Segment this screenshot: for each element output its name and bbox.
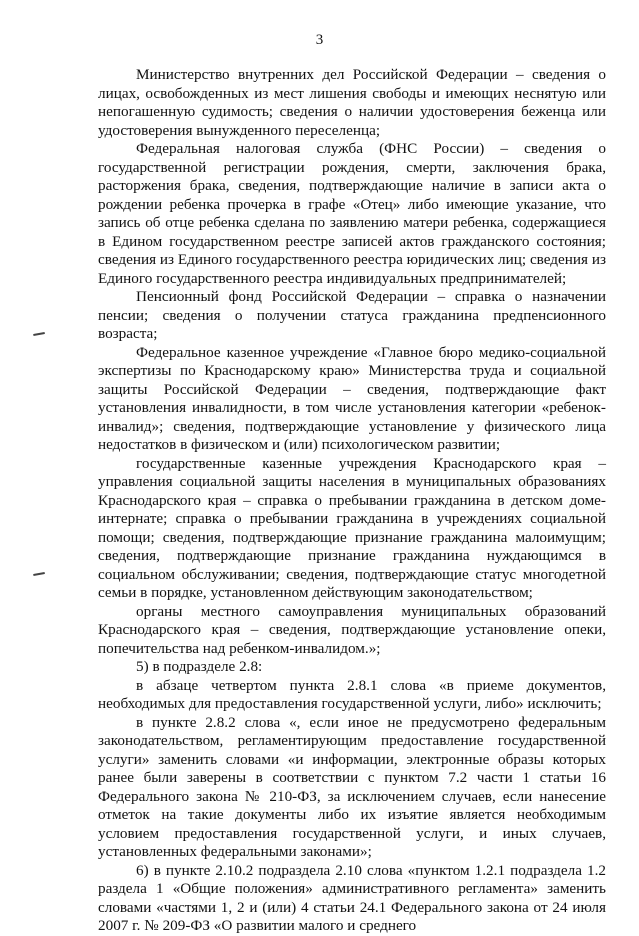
margin-mark [33, 572, 45, 576]
margin-mark [33, 332, 45, 336]
paragraph-local-authorities: органы местного самоуправления муниципальных образований Краснодарского края – сведения, подтверждающие установление опеки, попечительства над ребенком-инвалидом.»; [98, 602, 606, 657]
paragraph-item-6: 6) в пункте 2.10.2 подраздела 2.10 слова «пунктом 1.2.1 подраздела 1.2 раздела 1 «Общие положения» административного регламента» заменить словами «частями 1, 2 и (или) 4 статьи 24.1 Федерального закона от 24 июля 2007 г. № 209-ФЗ «О развитии малого и среднего [98, 861, 606, 934]
document-body [98, 66, 606, 936]
page-number: 3 [315, 32, 324, 48]
paragraph-fns: Федеральная налоговая служба (ФНС России) – сведения о государственной регистрации рождения, смерти, заключения брака, расторжения брака, сведения, подтверждающие наличие в записи акта о рождении ребенка прочерка в графе «Отец» либо имеющие указание, что запись об отце ребенка сделана по заявлению матери ребенка, содержащиеся в Едином государственном реестре записей актов гражданского состояния; сведения из Единого государственного реестра юридических лиц; сведения из Единого государственного реестра индивидуальных предпринимателей; [98, 140, 606, 287]
paragraph-mse: Федеральное казенное учреждение «Главное бюро медико-социальной экспертизы по Краснодарскому краю» Министерства труда и социальной защиты Российской Федерации – сведения, подтверждающие факт установления инвалидности, в том числе установления категории «ребенок-инвалид»; сведения, подтверждающие установление у физического лица недостатков в физическом и (или) психологическом развитии; [98, 343, 606, 453]
paragraph-2-8-2: в пункте 2.8.2 слова «, если иное не предусмотрено федеральным законодательством, регламентирующим предоставление государственной услуги» заменить словами «и информации, электронные образы которых ранее были заверены в соответствии с пунктом 7.2 части 1 статьи 16 Федерального закона № 210-ФЗ, за исключением случаев, если нанесение отметок на такие документы либо их изъятие является необходимым условием предоставления государственной услуги, и иных случаев, установленных федеральными законами»; [98, 713, 606, 860]
paragraph-2-8-1: в абзаце четвертом пункта 2.8.1 слова «в приеме документов, необходимых для предоставления государственной услуги, либо» исключить; [98, 676, 606, 712]
paragraph-pfr: Пенсионный фонд Российской Федерации – справка о назначении пенсии; сведения о получении статуса гражданина предпенсионного возраста; [98, 288, 606, 342]
paragraph-item-5: 5) в подразделе 2.8: [136, 658, 263, 675]
paragraph-mvd: Министерство внутренних дел Российской Федерации – сведения о лицах, освобожденных из мест лишения свободы и имеющих неснятую или непогашенную судимость; сведения о наличии удостоверения беженца или удостоверения вынужденного переселенца; [98, 66, 606, 139]
paragraph-uszn: государственные казенные учреждения Краснодарского края – управления социальной защиты населения в муниципальных образованиях Краснодарского края – справка о пребывании гражданина в детском доме-интернате; справка о пребывании гражданина в учреждениях социальной помощи; сведения, подтверждающие признание гражданина малоимущим; сведения, подтверждающие признание гражданина нуждающимся в социальном обслуживании; сведения, подтверждающие статус многодетной семьи в порядке, установленном действующим законодательством; [98, 454, 606, 601]
